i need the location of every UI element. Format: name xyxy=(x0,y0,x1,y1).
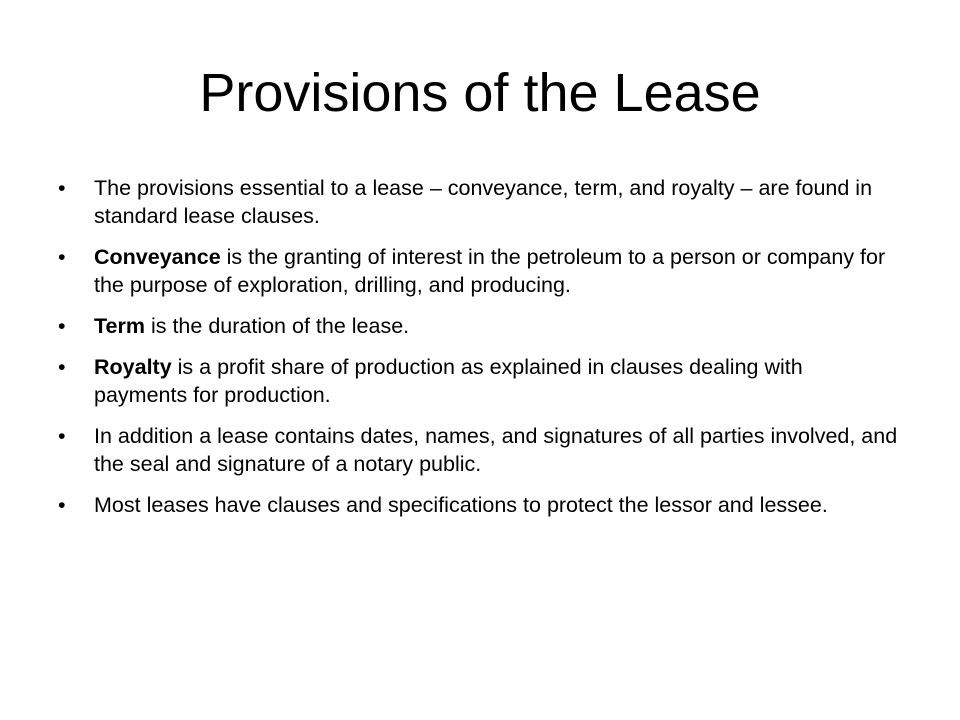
bullet-icon: • xyxy=(58,176,66,200)
bullet-icon: • xyxy=(58,245,66,269)
bullet-item xyxy=(58,422,898,478)
bullet-icon: • xyxy=(58,314,66,338)
bullet-text: is the duration of the lease. xyxy=(144,314,410,338)
bullet-icon: • xyxy=(58,424,66,448)
bullet-text: In addition a lease contains dates, names, and signatures of all parties involved, and the seal and signature of a notary public. xyxy=(94,424,898,476)
bullet-item xyxy=(58,491,898,519)
bullet-text: Most leases have clauses and specifications to protect the lessor and lessee. xyxy=(94,493,828,517)
bullet-icon: • xyxy=(58,493,66,517)
bullet-text: is a profit share of production as explained in clauses dealing with payments for production. xyxy=(94,355,803,407)
bullet-term: Conveyance xyxy=(94,245,221,269)
bullet-icon: • xyxy=(58,355,66,379)
bullet-term: Royalty xyxy=(94,355,172,379)
bullet-item xyxy=(58,243,898,299)
bullet-item xyxy=(58,312,898,340)
bullet-item xyxy=(58,353,898,409)
bullet-text: is the granting of interest in the petroleum to a person or company for the purpose of exploration, drilling, and producing. xyxy=(94,245,886,297)
bullet-text: The provisions essential to a lease – conveyance, term, and royalty – are found in standard lease clauses. xyxy=(94,176,873,228)
bullet-term: Term xyxy=(94,314,145,338)
bullet-list xyxy=(58,174,898,532)
slide-title: Provisions of the Lease xyxy=(199,63,761,123)
bullet-item xyxy=(58,174,898,230)
